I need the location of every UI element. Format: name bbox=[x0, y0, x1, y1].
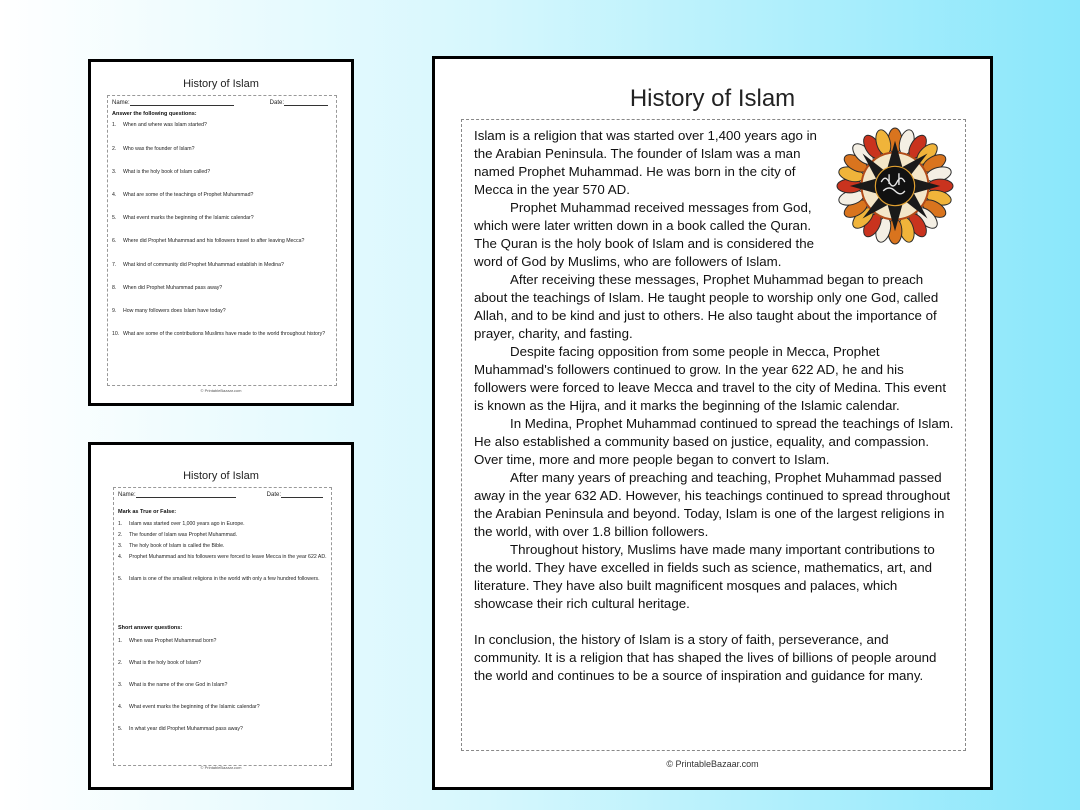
item-number: 2. bbox=[118, 660, 123, 666]
name-blank bbox=[136, 497, 236, 498]
item-number: 7. bbox=[112, 262, 117, 268]
question-item bbox=[112, 331, 332, 338]
name-date-row bbox=[112, 100, 328, 106]
name-blank bbox=[130, 105, 234, 106]
worksheet-title: History of Islam bbox=[183, 470, 259, 482]
instructions-heading: Answer the following questions: bbox=[112, 111, 197, 117]
item-number: 8. bbox=[112, 285, 117, 291]
question-item bbox=[112, 215, 332, 222]
true-false-item bbox=[118, 532, 327, 539]
short-answer-item bbox=[118, 704, 327, 711]
worksheet-questions-page bbox=[88, 59, 354, 406]
passage-paragraph: Despite facing opposition from some people in Mecca, Prophet Muhammad's followers continued to grow. In the year 622 AD, he and his followers were forced to leave Mecca and travel to the city of Medina. This event is known as the Hijra, and it marks the beginning of the Islamic calendar. bbox=[474, 344, 947, 413]
true-false-item bbox=[118, 554, 327, 561]
true-false-item bbox=[118, 576, 327, 583]
passage-text bbox=[474, 127, 954, 685]
worksheet-true-false-page bbox=[88, 442, 354, 790]
passage-title: History of Islam bbox=[629, 85, 796, 112]
name-label: Name: bbox=[118, 492, 136, 498]
item-text: What is the holy book of Islam called? bbox=[123, 169, 211, 175]
short-answer-item bbox=[118, 638, 327, 645]
item-text: Prophet Muhammad and his followers were forced to leave Mecca in the year 622 AD. bbox=[129, 554, 327, 560]
item-text: What is the name of the one God in Islam? bbox=[129, 682, 228, 688]
item-number: 5. bbox=[112, 215, 117, 221]
question-item bbox=[112, 122, 332, 129]
item-text: Islam was started over 1,000 years ago in Europe. bbox=[129, 521, 245, 527]
item-text: What kind of community did Prophet Muhammad establish in Medina? bbox=[123, 262, 284, 268]
item-number: 1. bbox=[112, 122, 117, 128]
item-number: 4. bbox=[118, 704, 123, 710]
date-label: Date: bbox=[266, 492, 281, 498]
question-item bbox=[112, 192, 332, 199]
item-text: When was Prophet Muhammad born? bbox=[129, 638, 217, 644]
item-number: 4. bbox=[112, 192, 117, 198]
item-text: In what year did Prophet Muhammad pass away? bbox=[129, 726, 243, 732]
question-item bbox=[112, 238, 332, 245]
passage-paragraph: Islam is a religion that was started over 1,400 years ago in the Arabian Peninsula. The founder of Islam was a man named Prophet Muhammad. He was born in the city of Mecca in the year 570 AD. bbox=[474, 128, 817, 197]
passage-paragraph: After receiving these messages, Prophet Muhammad began to preach about the teachings of Islam. He taught people to worship only one God, called Allah, and to be kind and just to others. He also taught about the importance of prayer, charity, and fasting. bbox=[474, 272, 939, 341]
item-number: 1. bbox=[118, 521, 123, 527]
item-text: What are some of the teachings of Prophet Muhammad? bbox=[123, 192, 254, 198]
worksheet-content-box bbox=[113, 487, 332, 766]
worksheet-content-box bbox=[107, 95, 337, 386]
true-false-heading: Mark as True or False: bbox=[118, 509, 177, 515]
true-false-item bbox=[118, 521, 327, 528]
item-number: 10. bbox=[112, 331, 120, 337]
passage-paragraph: In Medina, Prophet Muhammad continued to spread the teachings of Islam. He also established a community based on justice, equality, and compassion. Over time, more and more people began to convert to Islam. bbox=[474, 416, 954, 467]
worksheet-title: History of Islam bbox=[183, 78, 259, 90]
item-number: 3. bbox=[118, 543, 123, 549]
copyright-footer: © PrintableBazaar.com bbox=[200, 765, 242, 770]
item-number: 3. bbox=[118, 682, 123, 688]
item-text: Who was the founder of Islam? bbox=[123, 146, 195, 152]
name-label: Name: bbox=[112, 100, 130, 106]
copyright-footer: © PrintableBazaar.com bbox=[200, 388, 242, 393]
date-label: Date: bbox=[269, 100, 284, 106]
item-number: 2. bbox=[112, 146, 117, 152]
passage-paragraph: Prophet Muhammad received messages from God, which were later written down in a book called the Quran. The Quran is the holy book of Islam and is considered the word of God by Muslims, who are followers of Islam. bbox=[474, 200, 814, 269]
passage-paragraph: After many years of preaching and teaching, Prophet Muhammad passed away in the year 632 AD. However, his teachings continued to spread throughout the Arabian Peninsula and beyond. Today, Islam is one of the largest religions in the world, with over 1.8 billion followers. bbox=[474, 470, 951, 539]
short-answer-heading: Short answer questions: bbox=[118, 625, 183, 631]
item-number: 5. bbox=[118, 726, 123, 732]
passage-paragraph: Throughout history, Muslims have made many important contributions to the world. They have excelled in fields such as science, mathematics, art, and literature. They have also built magnificent mosques and palaces, which showcase their rich cultural heritage. bbox=[474, 542, 935, 611]
date-blank bbox=[281, 497, 323, 498]
short-answer-item bbox=[118, 682, 327, 689]
item-text: When did Prophet Muhammad pass away? bbox=[123, 285, 223, 291]
item-text: How many followers does Islam have today? bbox=[123, 308, 226, 314]
item-text: The founder of Islam was Prophet Muhammad. bbox=[129, 532, 238, 538]
item-number: 1. bbox=[118, 638, 123, 644]
item-number: 2. bbox=[118, 532, 123, 538]
item-number: 3. bbox=[112, 169, 117, 175]
copyright-footer: © PrintableBazaar.com bbox=[666, 759, 759, 769]
short-answer-item bbox=[118, 726, 327, 733]
item-number: 9. bbox=[112, 308, 117, 314]
item-number: 5. bbox=[118, 576, 123, 582]
name-date-row bbox=[118, 492, 323, 498]
islamic-calligraphy-emblem-icon bbox=[836, 127, 954, 245]
question-item bbox=[112, 146, 332, 153]
item-text: What is the holy book of Islam? bbox=[129, 660, 202, 666]
item-number: 4. bbox=[118, 554, 123, 560]
passage-paragraph: In conclusion, the history of Islam is a story of faith, perseverance, and community. It is a religion that has shaped the lives of billions of people around the world and continues to be a source of inspiration and guidance for many. bbox=[474, 632, 937, 683]
short-answer-item bbox=[118, 660, 327, 667]
passage-box bbox=[461, 119, 966, 751]
item-text: What event marks the beginning of the Islamic calendar? bbox=[123, 215, 254, 221]
reading-passage-page bbox=[432, 56, 993, 790]
item-text: What event marks the beginning of the Islamic calendar? bbox=[129, 704, 260, 710]
item-number: 6. bbox=[112, 238, 117, 244]
question-item bbox=[112, 285, 332, 292]
item-text: The holy book of Islam is called the Bible. bbox=[129, 543, 225, 549]
question-item bbox=[112, 169, 332, 176]
question-item bbox=[112, 262, 332, 269]
date-blank bbox=[284, 105, 328, 106]
item-text: Islam is one of the smallest religions in the world with only a few hundred followers. bbox=[129, 576, 320, 582]
true-false-item bbox=[118, 543, 327, 550]
item-text: Where did Prophet Muhammad and his followers travel to after leaving Mecca? bbox=[123, 238, 305, 244]
question-item bbox=[112, 308, 332, 315]
item-text: What are some of the contributions Muslims have made to the world throughout history? bbox=[123, 331, 326, 337]
item-text: When and where was Islam started? bbox=[123, 122, 207, 128]
